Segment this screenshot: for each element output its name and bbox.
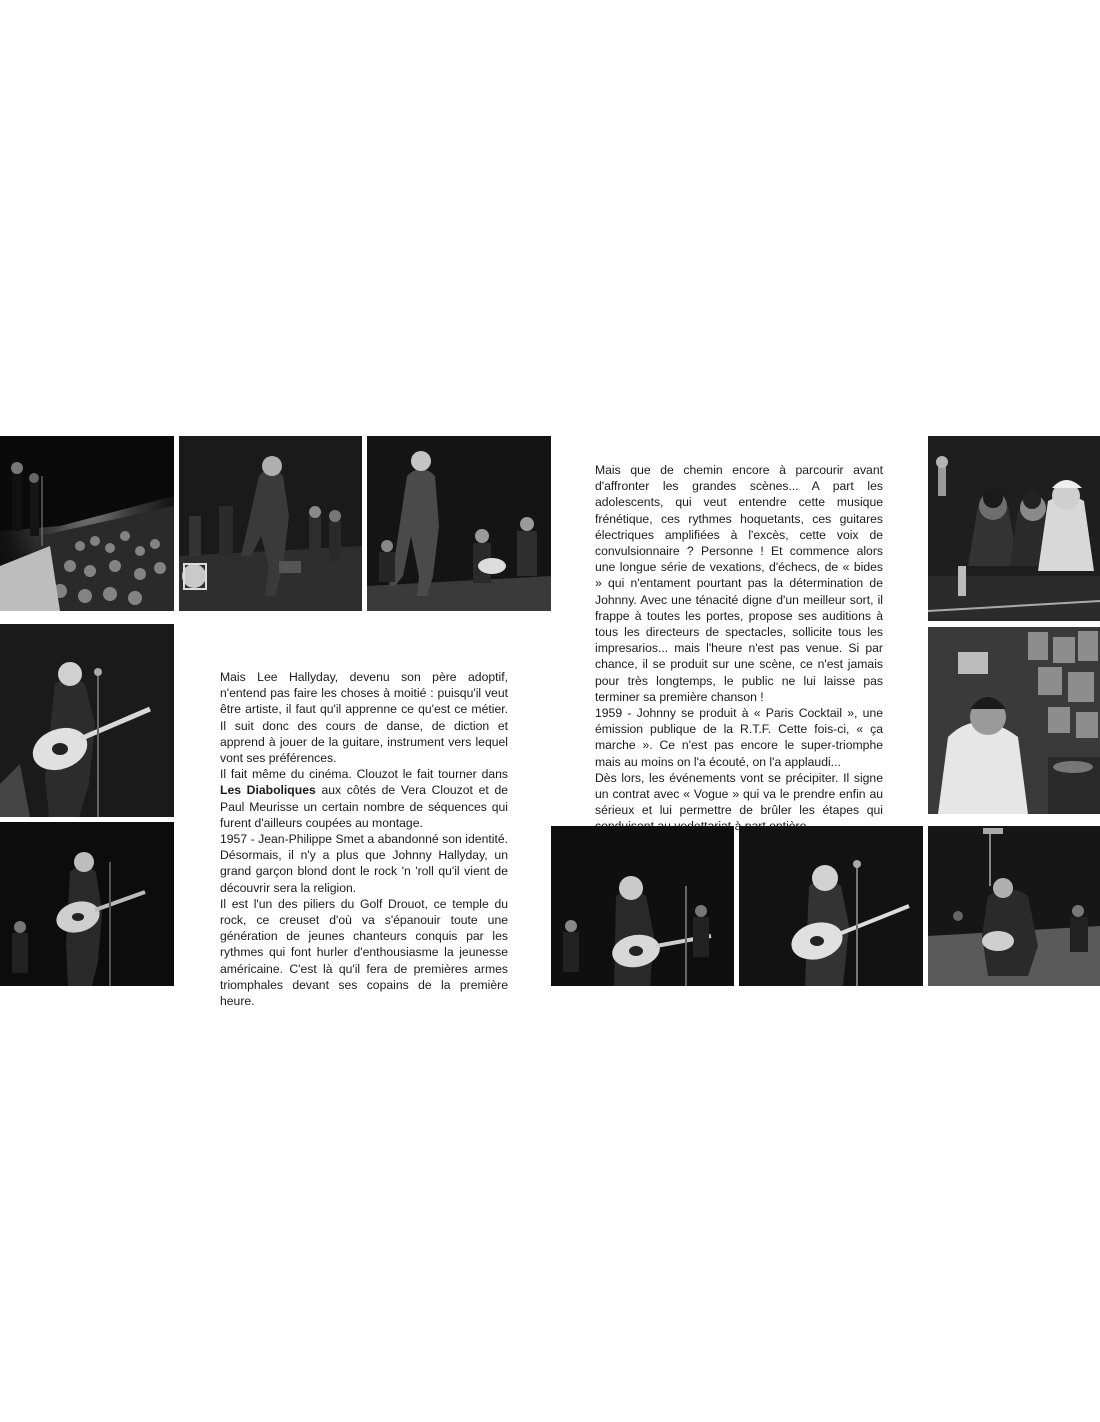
right-article-text — [595, 462, 883, 835]
left-paragraph-3: 1957 - Jean-Philippe Smet a abandonné son identité. Désormais, il n'y a plus que Johnny Hallyday, un grand garçon blond dont le rock 'n 'roll qu'il vient de découvrir sera la religion. — [220, 832, 508, 895]
photo-guitarist-leaning — [0, 624, 174, 817]
left-paragraph-2-end: aux côtés de Vera Clouzot et de Paul Meurisse un certain nombre de séquences qui furent d'ailleurs coupées au montage. — [220, 783, 508, 830]
left-paragraph-1: Mais Lee Hallyday, devenu son père adoptif, n'entend pas faire les choses à moitié : puisqu'il veut être artiste, il faut qu'il apprenne ce qu'est ce métier. Il suit donc des cours de danse, de diction et apprend à jouer de la guitare, instrument vers lequel vont ses préférences. — [220, 670, 508, 766]
left-paragraph-2-start: Il fait même du cinéma. Clouzot le fait tourner dans — [220, 767, 508, 782]
right-paragraph-3: Dès lors, les événements vont se précipiter. Il signe un contrat avec « Vogue » qui va le prendre enfin au sérieux et lui permettre de brûler les étapes qui à — [595, 770, 883, 834]
photo-singer-band — [367, 436, 551, 611]
left-paragraph-4: Il est l'un des piliers du Golf Drouot, ce temple du rock, ce creuset d'où va s'épanouir toute une génération de jeunes chanteurs conquis par les rythmes qui font hurler d'enthousiasme la jeunesse américaine. C'est là qu'il fera de premières armes triomphales devant ses copains de la première heure. — [220, 896, 508, 1009]
photo-concert-crowd — [0, 436, 174, 611]
photo-stage-dance — [179, 436, 362, 611]
magazine-spread — [0, 436, 1100, 1009]
photo-kneeling-performer — [928, 826, 1100, 986]
right-paragraph-1: Mais que de chemin encore à parcourir avant d'affronter les grandes scènes... A part les adolescents, qui veut entendre cette musique frénétique, ces rythmes hoquetants, ces guitares électriques amplifiées à l'excès, cette voix de convulsionnaire ? Personne ! Et commence alors une longue série de vexations, d'échecs, de « bides » qui n'entament pourtant pas la détermination de Johnny. Avec une ténacité digne d'un meilleur sort, il frappe à toutes les portes, propose ses auditions à tous les directeurs de spectacles, sollicite tous les impresarios... mais l'heure n'est pas venue. Si par chance, il se produit sur une scène, ce n'est jamais pour très longtemps, le public ne lui laisse pas terminer sa première chanson ! — [595, 463, 883, 704]
right-paragraph-2: 1959 - Johnny se produit à « Paris Cocktail », une émission publique de la R.T.F. Cette fois-ci, « ça marche ». Ce n'est pas encore le super-triomphe mais au moins on l'a écouté, on l'a applaudi... — [595, 706, 883, 769]
film-title: Les Diaboliques — [220, 783, 316, 798]
left-paragraph-2 — [220, 766, 508, 831]
photo-poster-wall — [928, 627, 1100, 814]
left-article-text — [220, 669, 508, 1009]
photo-studio-three-men — [928, 436, 1100, 621]
photo-singer-guitar-mic — [739, 826, 923, 986]
photo-guitarist-spotlight — [0, 822, 174, 986]
photo-stage-band-guitar — [551, 826, 734, 986]
